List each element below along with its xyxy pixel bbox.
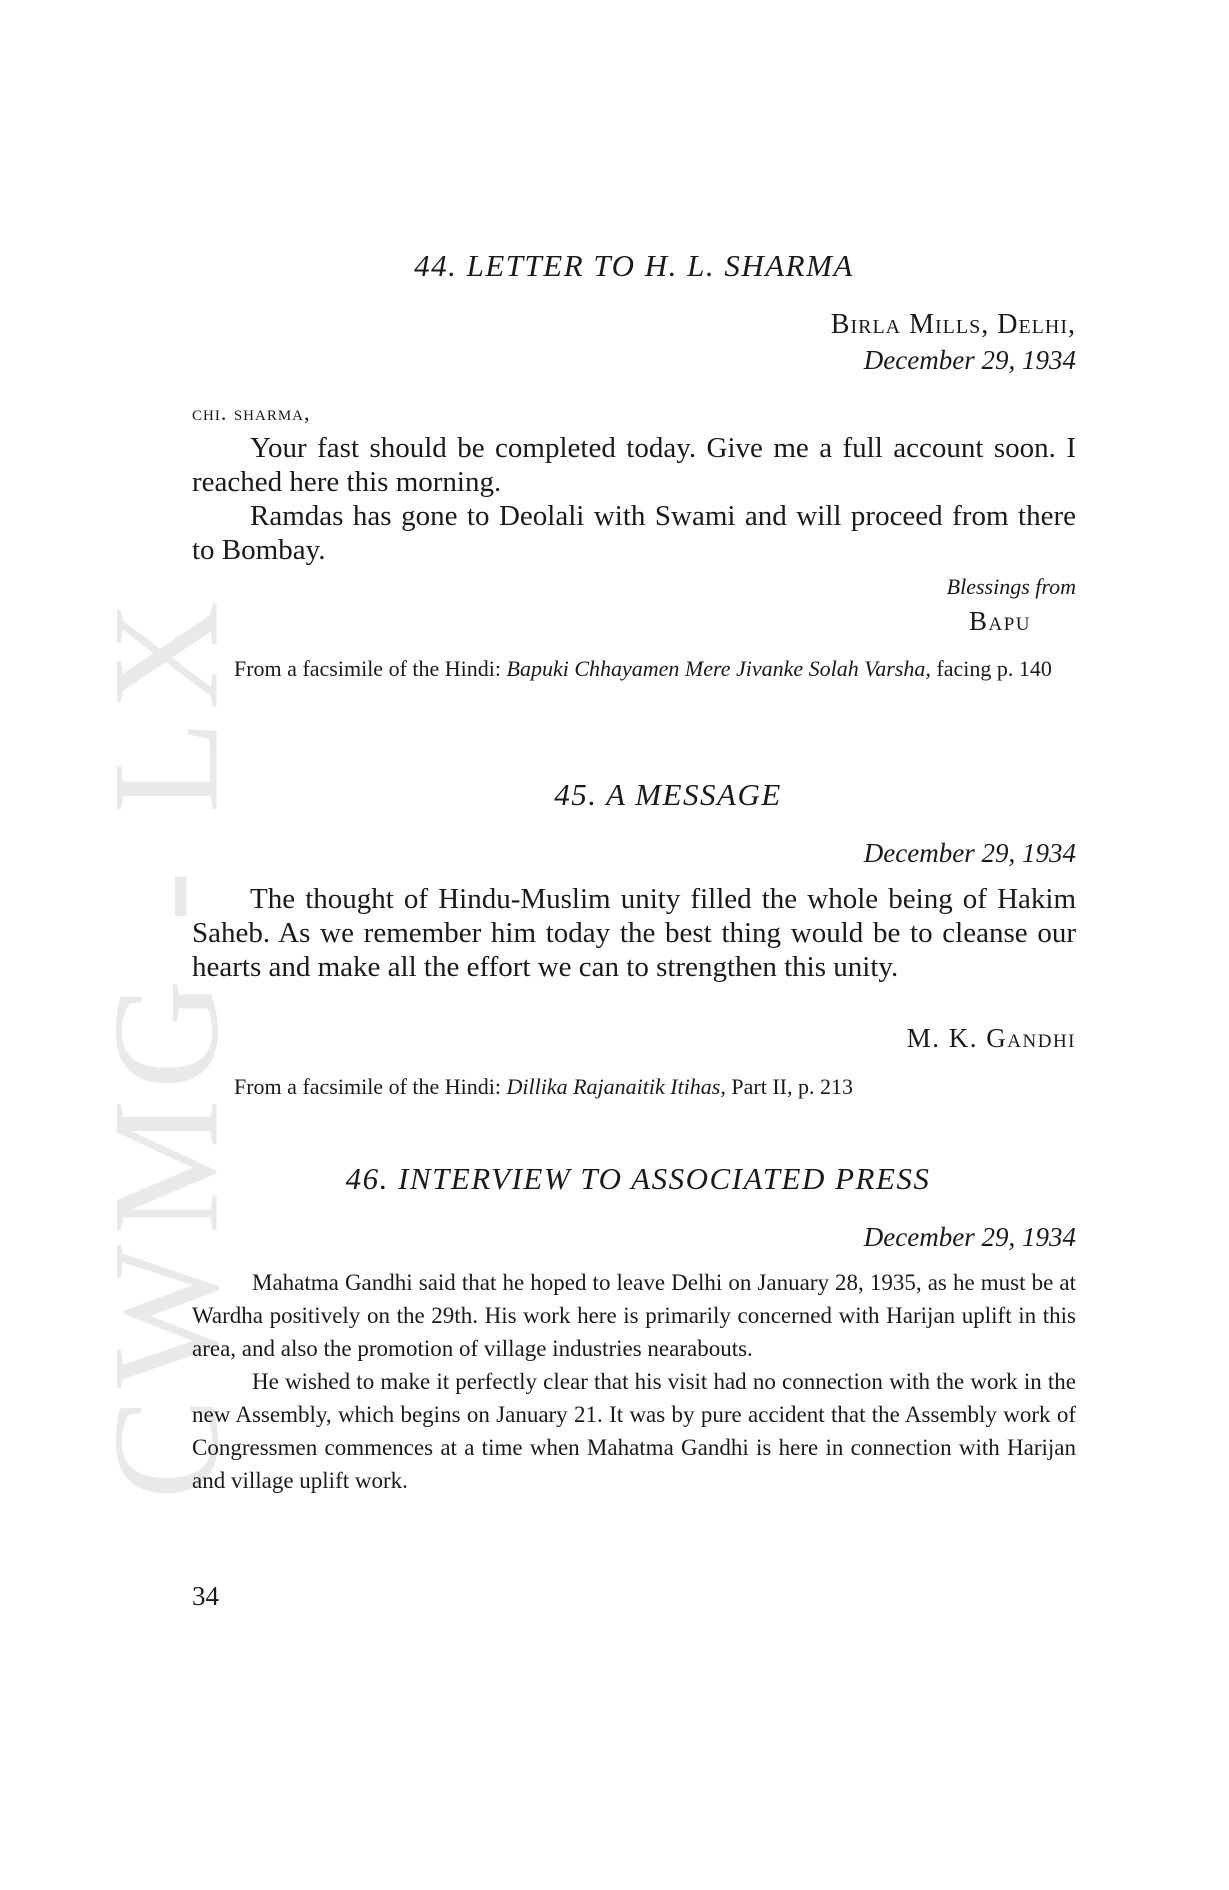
item-45-source [192, 1068, 1076, 1105]
item-44-paragraph-1: Your fast should be completed today. Give me a full account soon. I reached here this morning. [192, 432, 1076, 498]
item-45-title: 45. A MESSAGE [554, 777, 782, 812]
item-46-title: 46. INTERVIEW TO ASSOCIATED PRESS [345, 1161, 931, 1196]
item-45-paragraph: The thought of Hindu-Muslim unity filled the whole being of Hakim Saheb. As we remember him today the best thing would be to cleanse our hearts and make all the effort we can to strengthen this unity. [192, 883, 1076, 983]
item-45-body [192, 882, 1076, 984]
item-45-source-suffix: Part II, p. 213 [725, 1074, 853, 1099]
item-44-place: Birla Mills, Delhi, [830, 309, 1076, 340]
item-46-date: December 29, 1934 [863, 1222, 1076, 1252]
item-45-source-title: Dillika Rajanaitik Itihas, [506, 1074, 726, 1099]
item-46-paragraph-1: Mahatma Gandhi said that he hoped to leave Delhi on January 28, 1935, as he must be at Wardha positively on the 29th. His work here is primarily concerned with Harijan uplift in this area, and also the promotion of village industries nearabouts. [192, 1270, 1076, 1361]
item-44-signature: Bapu [968, 606, 1031, 636]
item-44-source [192, 650, 1076, 687]
item-44-source-title: Bapuki Chhayamen Mere Jivanke Solah Varsha, [506, 656, 931, 681]
item-44-body [192, 431, 1076, 567]
watermark-text: CWMG - LX [81, 590, 250, 1500]
item-44-signature-row [192, 606, 1076, 637]
item-44-date: December 29, 1934 [863, 345, 1076, 375]
item-44-source-suffix: facing p. 140 [930, 656, 1052, 681]
item-44-source-prefix: From a facsimile of the Hindi: [234, 656, 507, 681]
item-45-signature: M. K. Gandhi [906, 1023, 1076, 1053]
item-44-title: 44. LETTER TO H. L. SHARMA [414, 248, 854, 283]
item-44-paragraph-2: Ramdas has gone to Deolali with Swami and will proceed from there to Bombay. [192, 500, 1076, 566]
page-number: 34 [192, 1581, 219, 1611]
item-44-salutation: chi. sharma, [192, 400, 311, 425]
item-45-signature-row [192, 1023, 1076, 1054]
item-45-date: December 29, 1934 [863, 838, 1076, 868]
item-44-closing: Blessings from [946, 574, 1076, 599]
item-45-source-prefix: From a facsimile of the Hindi: [234, 1074, 507, 1099]
item-46-paragraph-2: He wished to make it perfectly clear that his visit had no connection with the work in the new Assembly, which begins on January 21. It was by pure accident that the Assembly work of Congressmen commences at a time when Mahatma Gandhi is here in connection with Harijan and village uplift work. [192, 1369, 1076, 1493]
item-46-body [192, 1266, 1076, 1497]
